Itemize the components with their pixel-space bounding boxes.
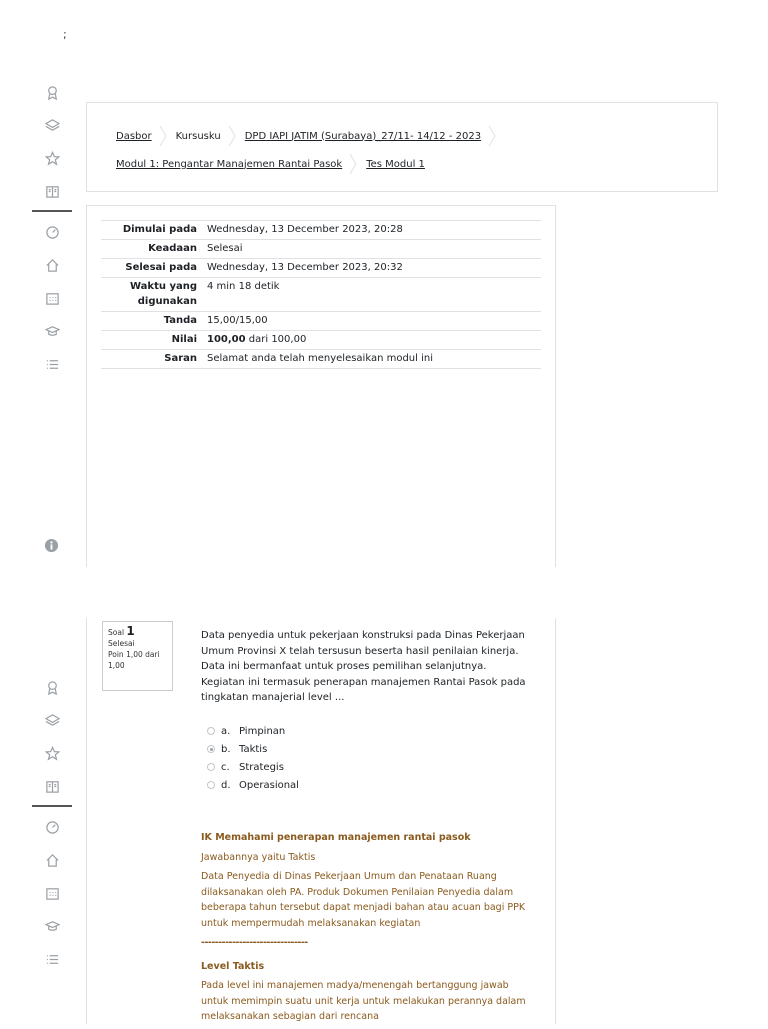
home-icon[interactable] [32, 249, 72, 282]
list-icon[interactable] [32, 943, 72, 976]
breadcrumb-module[interactable]: Modul 1: Pengantar Manajemen Rantai Pasok [116, 158, 343, 170]
answer-option[interactable] [207, 722, 299, 740]
grade-value: 100,00 [207, 334, 246, 345]
feedback-divider: ------------------------------- [201, 937, 308, 948]
table-row [101, 278, 541, 312]
breadcrumb-quiz[interactable]: Tes Modul 1 [366, 158, 425, 170]
question-text: Data penyedia untuk pekerjaan konstruksi pada Dinas Pekerjaan Umum Provinsi X telah tersusun beserta hasil penilaian kinerja. Data ini bermanfaat untuk proses pemilihan selanjutnya. Kegiatan ini termasuk penerapan manajemen Rantai Pasok pada tingkatan manajerial level ... [201, 630, 526, 703]
table-row [101, 221, 541, 240]
summary-label: Tanda [163, 315, 197, 326]
summary-value: Selesai [207, 243, 243, 254]
summary-label: Saran [164, 353, 197, 364]
star-icon[interactable] [32, 737, 72, 770]
summary-value [207, 331, 541, 350]
answer-letter: b. [221, 743, 231, 755]
summary-value: Wednesday, 13 December 2023, 20:28 [207, 224, 403, 235]
summary-value: Wednesday, 13 December 2023, 20:32 [207, 262, 403, 273]
chevron-right-icon [159, 125, 167, 147]
feedback-paragraph: Data Penyedia di Dinas Pekerjaan Umum dan Penataan Ruang dilaksanakan oleh PA. Produk Dokumen Penilaian Penyedia dalam beberapa tahun tersebut dapat menjadi bahan atau acuan bagi PPK untuk mempermudah melaksanakan kegiatan [201, 871, 526, 929]
stray-mark: ; [63, 28, 67, 41]
answer-letter: c. [221, 761, 230, 773]
answer-option[interactable] [207, 758, 299, 776]
summary-label: Nilai [171, 334, 197, 345]
award-icon[interactable] [32, 671, 72, 704]
quiz-summary-table [101, 220, 541, 369]
summary-value: 15,00/15,00 [207, 315, 268, 326]
answer-text: Strategis [239, 761, 284, 773]
summary-label: Dimulai pada [122, 224, 197, 235]
question-number: 1 [126, 624, 135, 638]
answer-options [207, 722, 299, 794]
answer-letter: d. [221, 779, 231, 791]
rail-divider [32, 805, 72, 807]
question-info-box [102, 621, 173, 691]
breadcrumb-dasbor[interactable]: Dasbor [116, 130, 152, 142]
breadcrumb [116, 125, 676, 181]
question-state: Selesai [108, 639, 135, 648]
graduation-cap-icon[interactable] [32, 315, 72, 348]
book-icon[interactable] [32, 175, 72, 208]
layers-icon[interactable] [32, 109, 72, 142]
nav-rail [32, 671, 72, 976]
layers-icon[interactable] [32, 704, 72, 737]
table-row [101, 350, 541, 369]
general-feedback [201, 830, 536, 1029]
dashboard-icon[interactable] [32, 811, 72, 844]
table-row [101, 240, 541, 259]
summary-value: Selamat anda telah menyelesaikan modul ini [207, 353, 433, 364]
breadcrumb-course[interactable]: DPD IAPI JATIM (Surabaya)_27/11- 14/12 - 2023 [244, 130, 482, 142]
summary-label: Waktu yang digunakan [130, 281, 197, 307]
answer-text: Operasional [239, 779, 299, 791]
chevron-right-icon [349, 153, 357, 175]
radio-button[interactable] [207, 781, 215, 789]
answer-text: Pimpinan [239, 725, 286, 737]
radio-button-selected[interactable] [207, 745, 215, 753]
list-icon[interactable] [32, 348, 72, 381]
book-icon[interactable] [32, 770, 72, 803]
question-panel [86, 618, 556, 1024]
breadcrumb-kursusku: Kursusku [175, 130, 221, 142]
answer-option[interactable] [207, 740, 299, 758]
feedback-heading: IK Memahami penerapan manajemen rantai pasok [201, 832, 471, 843]
breadcrumb-card [86, 102, 718, 192]
home-icon[interactable] [32, 844, 72, 877]
summary-label: Selesai pada [125, 262, 197, 273]
quiz-summary-panel [86, 205, 556, 567]
chevron-right-icon [488, 125, 496, 147]
table-row [101, 259, 541, 278]
info-icon[interactable] [44, 538, 59, 553]
summary-value: 4 min 18 detik [207, 281, 280, 292]
table-row [101, 312, 541, 331]
award-icon[interactable] [32, 76, 72, 109]
answer-text: Taktis [239, 743, 268, 755]
graduation-cap-icon[interactable] [32, 910, 72, 943]
calendar-icon[interactable] [32, 877, 72, 910]
feedback-answer-line: Jawabannya yaitu Taktis [201, 851, 316, 863]
answer-letter: a. [221, 725, 231, 737]
feedback-subheading: Level Taktis [201, 960, 265, 972]
star-icon[interactable] [32, 142, 72, 175]
dashboard-icon[interactable] [32, 216, 72, 249]
nav-rail [32, 76, 72, 381]
chevron-right-icon [228, 125, 236, 147]
radio-button[interactable] [207, 727, 215, 735]
question-label: Soal [108, 628, 125, 637]
answer-option[interactable] [207, 776, 299, 794]
table-row [101, 331, 541, 350]
radio-button[interactable] [207, 763, 215, 771]
rail-divider [32, 210, 72, 212]
feedback-paragraph: Pada level ini manajemen madya/menengah bertanggung jawab untuk memimpin suatu unit kerja untuk melakukan perannya dalam melaksanakan sebagian dari rencana [201, 980, 526, 1022]
summary-label: Keadaan [148, 243, 197, 254]
calendar-icon[interactable] [32, 282, 72, 315]
grade-max: dari 100,00 [245, 334, 307, 345]
question-points: Poin 1,00 dari 1,00 [108, 650, 160, 670]
